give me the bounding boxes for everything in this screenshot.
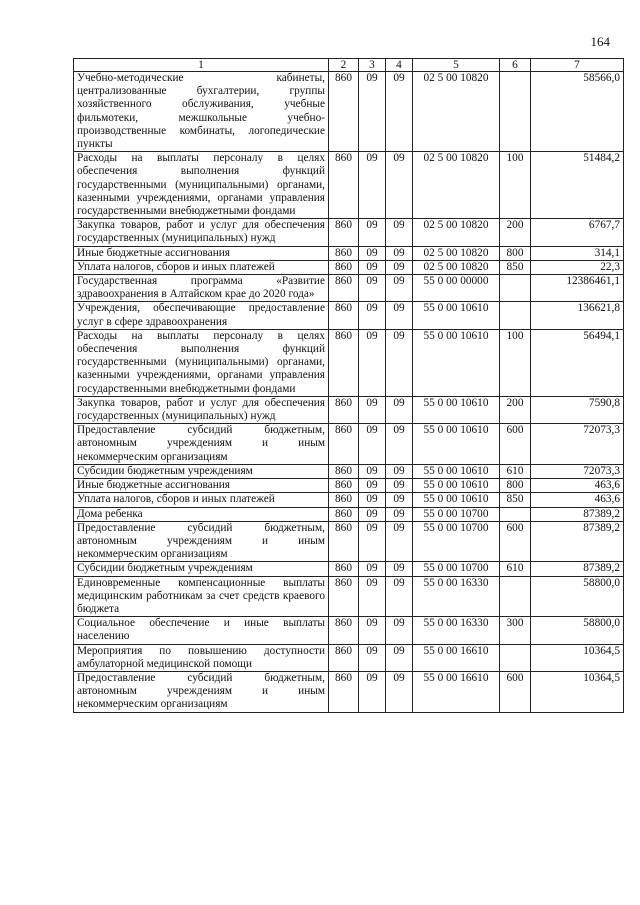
table-row — [74, 424, 624, 465]
cell-target-code: 02 5 00 10820 — [413, 260, 500, 274]
cell-name: Учебно-методические кабинеты, централизованные бухгалтерии, группы хозяйственного обслуживания, учебные фильмотеки, межшкольные учебно-производственные комбинаты, логопедические пункты — [74, 72, 329, 152]
table-row — [74, 219, 624, 246]
cell-subsection: 09 — [386, 671, 413, 712]
cell-amount: 87389,2 — [531, 562, 624, 576]
table-row — [74, 576, 624, 617]
cell-section: 09 — [359, 493, 386, 507]
table-row — [74, 396, 624, 423]
cell-amount: 22,3 — [531, 260, 624, 274]
cell-name: Дома ребенка — [74, 507, 329, 521]
cell-subsection: 09 — [386, 302, 413, 329]
header-col-2: 2 — [329, 59, 359, 72]
cell-section: 09 — [359, 329, 386, 396]
cell-subsection: 09 — [386, 246, 413, 260]
cell-ministry: 860 — [329, 562, 359, 576]
cell-ministry: 860 — [329, 302, 359, 329]
cell-expense-type — [500, 576, 531, 617]
cell-expense-type: 850 — [500, 493, 531, 507]
cell-target-code: 02 5 00 10820 — [413, 72, 500, 152]
cell-amount: 6767,7 — [531, 219, 624, 246]
table-row — [74, 507, 624, 521]
cell-name: Расходы на выплаты персоналу в целях обеспечения выполнения функций государственными (муниципальными) органами, казенными учреждениями, органами управления государственными внебюджетными фондами — [74, 329, 329, 396]
cell-section: 09 — [359, 72, 386, 152]
cell-amount: 314,1 — [531, 246, 624, 260]
cell-expense-type: 600 — [500, 671, 531, 712]
cell-section: 09 — [359, 246, 386, 260]
cell-amount: 58566,0 — [531, 72, 624, 152]
cell-amount: 7590,8 — [531, 396, 624, 423]
header-col-4: 4 — [386, 59, 413, 72]
cell-ministry: 860 — [329, 644, 359, 671]
table-row — [74, 329, 624, 396]
cell-expense-type: 100 — [500, 329, 531, 396]
cell-expense-type: 300 — [500, 617, 531, 644]
cell-name: Мероприятия по повышению доступности амбулаторной медицинской помощи — [74, 644, 329, 671]
table-row — [74, 464, 624, 478]
cell-ministry: 860 — [329, 576, 359, 617]
cell-amount: 12386461,1 — [531, 275, 624, 302]
cell-subsection: 09 — [386, 617, 413, 644]
cell-name: Субсидии бюджетным учреждениям — [74, 562, 329, 576]
header-col-7: 7 — [531, 59, 624, 72]
table-row — [74, 562, 624, 576]
cell-expense-type: 800 — [500, 246, 531, 260]
cell-amount: 87389,2 — [531, 507, 624, 521]
cell-expense-type — [500, 644, 531, 671]
cell-amount: 463,6 — [531, 493, 624, 507]
cell-ministry: 860 — [329, 479, 359, 493]
cell-amount: 87389,2 — [531, 521, 624, 562]
table-body — [74, 72, 624, 713]
cell-ministry: 860 — [329, 260, 359, 274]
header-row — [74, 59, 624, 72]
cell-amount: 58800,0 — [531, 576, 624, 617]
cell-subsection: 09 — [386, 424, 413, 465]
cell-section: 09 — [359, 644, 386, 671]
page-number: 164 — [590, 34, 610, 49]
table-header — [74, 59, 624, 72]
cell-name: Иные бюджетные ассигнования — [74, 246, 329, 260]
cell-subsection: 09 — [386, 152, 413, 219]
cell-section: 09 — [359, 275, 386, 302]
cell-name: Учреждения, обеспечивающие предоставление услуг в сфере здравоохранения — [74, 302, 329, 329]
cell-target-code: 55 0 00 00000 — [413, 275, 500, 302]
cell-expense-type: 850 — [500, 260, 531, 274]
cell-name: Уплата налогов, сборов и иных платежей — [74, 260, 329, 274]
cell-ministry: 860 — [329, 246, 359, 260]
cell-ministry: 860 — [329, 152, 359, 219]
table-row — [74, 521, 624, 562]
cell-target-code: 02 5 00 10820 — [413, 219, 500, 246]
header-col-6: 6 — [500, 59, 531, 72]
cell-section: 09 — [359, 152, 386, 219]
cell-expense-type — [500, 275, 531, 302]
cell-target-code: 55 0 00 10700 — [413, 521, 500, 562]
cell-section: 09 — [359, 302, 386, 329]
cell-section: 09 — [359, 464, 386, 478]
cell-target-code: 55 0 00 16330 — [413, 617, 500, 644]
table-row — [74, 671, 624, 712]
cell-ministry: 860 — [329, 219, 359, 246]
cell-subsection: 09 — [386, 507, 413, 521]
cell-target-code: 55 0 00 16610 — [413, 644, 500, 671]
table-row — [74, 246, 624, 260]
cell-expense-type — [500, 72, 531, 152]
cell-subsection: 09 — [386, 493, 413, 507]
cell-subsection: 09 — [386, 576, 413, 617]
cell-ministry: 860 — [329, 507, 359, 521]
cell-amount: 58800,0 — [531, 617, 624, 644]
cell-target-code: 55 0 00 10610 — [413, 424, 500, 465]
cell-subsection: 09 — [386, 260, 413, 274]
cell-expense-type — [500, 507, 531, 521]
cell-subsection: 09 — [386, 72, 413, 152]
cell-name: Субсидии бюджетным учреждениям — [74, 464, 329, 478]
table-row — [74, 302, 624, 329]
cell-amount: 10364,5 — [531, 671, 624, 712]
cell-subsection: 09 — [386, 329, 413, 396]
cell-expense-type — [500, 302, 531, 329]
cell-ministry: 860 — [329, 275, 359, 302]
cell-ministry: 860 — [329, 329, 359, 396]
cell-target-code: 02 5 00 10820 — [413, 152, 500, 219]
cell-target-code: 55 0 00 10610 — [413, 396, 500, 423]
cell-subsection: 09 — [386, 275, 413, 302]
cell-amount: 56494,1 — [531, 329, 624, 396]
cell-subsection: 09 — [386, 644, 413, 671]
cell-name: Предоставление субсидий бюджетным, автономным учреждениям и иным некоммерческим организациям — [74, 671, 329, 712]
cell-subsection: 09 — [386, 464, 413, 478]
cell-expense-type: 600 — [500, 424, 531, 465]
cell-expense-type: 610 — [500, 464, 531, 478]
header-col-1: 1 — [74, 59, 329, 72]
cell-target-code: 02 5 00 10820 — [413, 246, 500, 260]
table-row — [74, 617, 624, 644]
cell-amount: 136621,8 — [531, 302, 624, 329]
table-row — [74, 260, 624, 274]
cell-target-code: 55 0 00 10610 — [413, 479, 500, 493]
cell-ministry: 860 — [329, 72, 359, 152]
cell-name: Предоставление субсидий бюджетным, автономным учреждениям и иным некоммерческим организациям — [74, 424, 329, 465]
cell-target-code: 55 0 00 16330 — [413, 576, 500, 617]
table-row — [74, 152, 624, 219]
cell-ministry: 860 — [329, 464, 359, 478]
cell-amount: 463,6 — [531, 479, 624, 493]
cell-section: 09 — [359, 576, 386, 617]
cell-name: Закупка товаров, работ и услуг для обеспечения государственных (муниципальных) нужд — [74, 396, 329, 423]
cell-subsection: 09 — [386, 521, 413, 562]
cell-target-code: 55 0 00 10700 — [413, 562, 500, 576]
cell-name: Социальное обеспечение и иные выплаты населению — [74, 617, 329, 644]
cell-subsection: 09 — [386, 396, 413, 423]
cell-section: 09 — [359, 617, 386, 644]
header-col-3: 3 — [359, 59, 386, 72]
cell-target-code: 55 0 00 10700 — [413, 507, 500, 521]
cell-section: 09 — [359, 260, 386, 274]
cell-amount: 72073,3 — [531, 464, 624, 478]
budget-table — [73, 58, 624, 713]
cell-expense-type: 200 — [500, 396, 531, 423]
cell-target-code: 55 0 00 16610 — [413, 671, 500, 712]
table-row — [74, 493, 624, 507]
cell-name: Закупка товаров, работ и услуг для обеспечения государственных (муниципальных) нужд — [74, 219, 329, 246]
cell-amount: 10364,5 — [531, 644, 624, 671]
cell-name: Уплата налогов, сборов и иных платежей — [74, 493, 329, 507]
header-col-5: 5 — [413, 59, 500, 72]
cell-section: 09 — [359, 521, 386, 562]
cell-name: Предоставление субсидий бюджетным, автономным учреждениям и иным некоммерческим организациям — [74, 521, 329, 562]
cell-target-code: 55 0 00 10610 — [413, 464, 500, 478]
cell-amount: 51484,2 — [531, 152, 624, 219]
cell-name: Государственная программа «Развитие здравоохранения в Алтайском крае до 2020 года» — [74, 275, 329, 302]
table-row — [74, 275, 624, 302]
cell-section: 09 — [359, 396, 386, 423]
cell-subsection: 09 — [386, 219, 413, 246]
cell-amount: 72073,3 — [531, 424, 624, 465]
table-row — [74, 479, 624, 493]
cell-expense-type: 800 — [500, 479, 531, 493]
cell-subsection: 09 — [386, 479, 413, 493]
cell-ministry: 860 — [329, 396, 359, 423]
cell-section: 09 — [359, 671, 386, 712]
cell-expense-type: 600 — [500, 521, 531, 562]
cell-name: Иные бюджетные ассигнования — [74, 479, 329, 493]
cell-subsection: 09 — [386, 562, 413, 576]
cell-section: 09 — [359, 219, 386, 246]
cell-target-code: 55 0 00 10610 — [413, 302, 500, 329]
cell-section: 09 — [359, 507, 386, 521]
table-row — [74, 72, 624, 152]
cell-expense-type: 610 — [500, 562, 531, 576]
cell-ministry: 860 — [329, 671, 359, 712]
cell-expense-type: 100 — [500, 152, 531, 219]
cell-section: 09 — [359, 424, 386, 465]
cell-ministry: 860 — [329, 493, 359, 507]
cell-target-code: 55 0 00 10610 — [413, 329, 500, 396]
cell-name: Единовременные компенсационные выплаты медицинским работникам за счет средств краевого бюджета — [74, 576, 329, 617]
cell-section: 09 — [359, 562, 386, 576]
cell-name: Расходы на выплаты персоналу в целях обеспечения выполнения функций государственными (муниципальными) органами, казенными учреждениями, органами управления государственными внебюджетными фондами — [74, 152, 329, 219]
cell-ministry: 860 — [329, 521, 359, 562]
cell-section: 09 — [359, 479, 386, 493]
cell-target-code: 55 0 00 10610 — [413, 493, 500, 507]
cell-expense-type: 200 — [500, 219, 531, 246]
cell-ministry: 860 — [329, 424, 359, 465]
cell-ministry: 860 — [329, 617, 359, 644]
table-row — [74, 644, 624, 671]
